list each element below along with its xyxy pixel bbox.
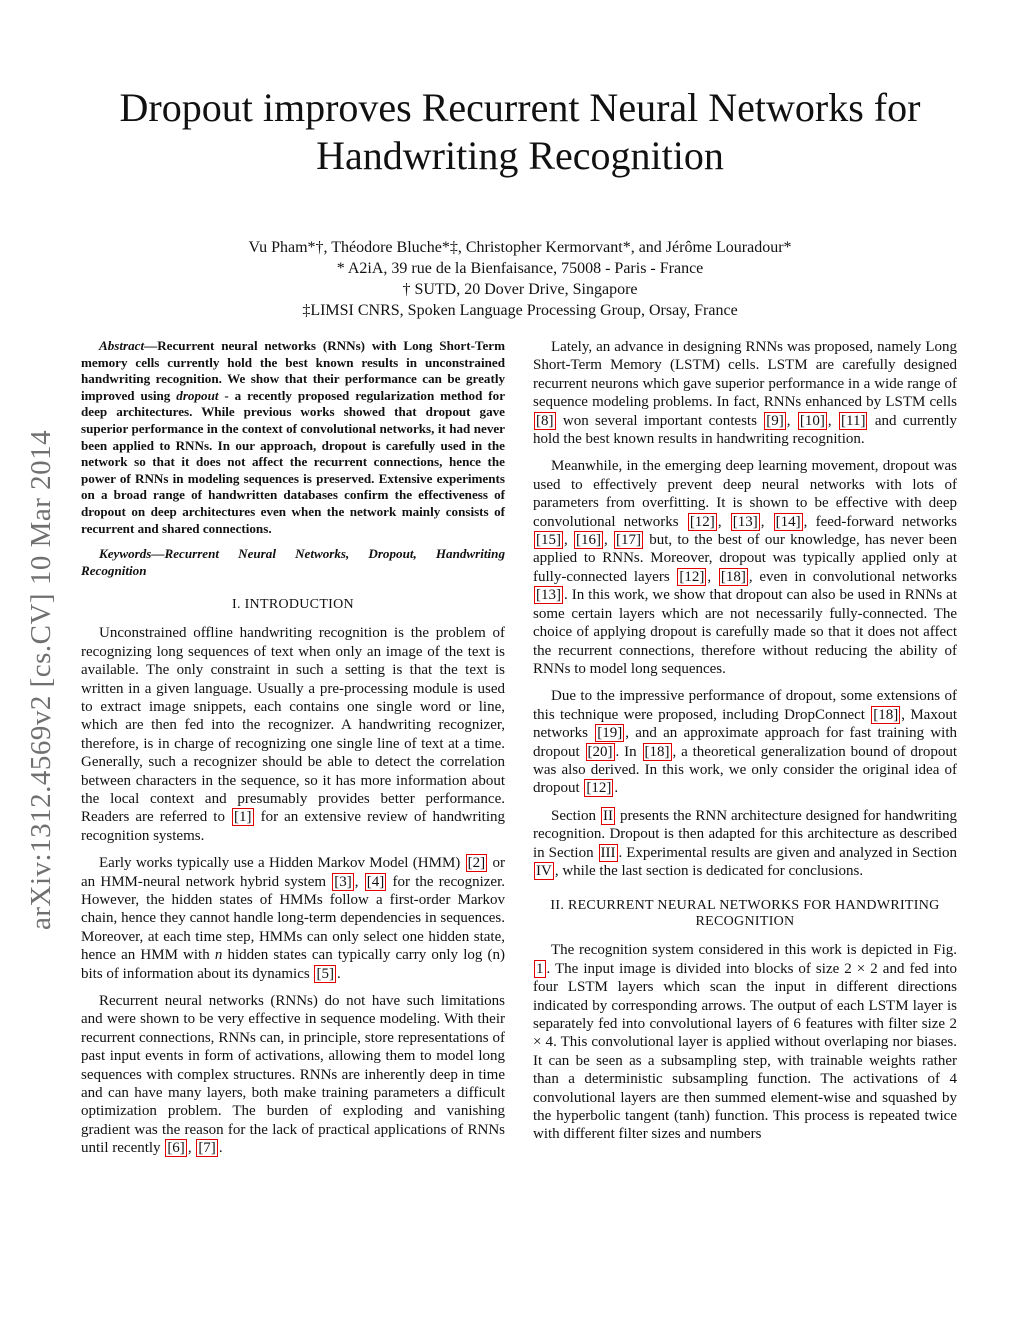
author-block	[60, 237, 980, 321]
citation-link[interactable]: [18]	[644, 743, 670, 760]
emphasis-dropout: dropout	[176, 387, 219, 403]
left-column	[81, 338, 505, 1158]
affiliation-a2ia: * A2iA, 39 rue de la Bienfaisance, 75008 - Paris - France	[336, 260, 704, 277]
author-list: Vu Pham*†, Théodore Bluche*‡, Christopher Kermorvant*, and Jérôme Louradour*	[248, 239, 792, 256]
citation-link[interactable]: [5]	[316, 965, 334, 982]
abstract-label: Abstract—	[99, 338, 158, 353]
citation-link[interactable]: [12]	[679, 568, 705, 585]
section-heading-line-1: II. RECURRENT NEURAL NETWORKS FOR HANDWRITING	[550, 898, 940, 914]
keywords: Keywords—Recurrent Neural Networks, Dropout, Handwriting Recognition	[81, 546, 505, 578]
citation-link[interactable]: [3]	[334, 873, 352, 890]
math-log-n: log (n)	[463, 947, 505, 964]
citation-link[interactable]: [1]	[234, 809, 252, 826]
paragraph-intro-1: Unconstrained offline handwriting recognition is the problem of recognizing long sequences of text when only an image of the text is available. The only constraint in such a setting is that the text is written in a given language. Usually a pre-processing module is used to extract image snippets, each contains one single word or line, which are then fed into the recognizer. A handwriting recognizer, therefore, is in charge of recognizing one single line of text at a time. Generally, such a recognizer should be able to detect the correlation between characters in the sequence, so it has more information about the local context and presumably provides better performance. Readers are referred to [1] for an extensive review of handwriting recognition systems.	[81, 625, 505, 844]
citation-link[interactable]: [8]	[536, 412, 554, 429]
citation-link[interactable]: [13]	[732, 513, 758, 530]
citation-link[interactable]: [13]	[536, 587, 561, 604]
citation-link[interactable]: [12]	[586, 780, 612, 797]
citation-link[interactable]: [19]	[597, 725, 623, 742]
paragraph-rnn-1: The recognition system considered in this work is depicted in Fig. 1 . The input image is divided into blocks of size 2 × 2 and fed into four LSTM layers which scan the input in different directions indicated by corresponding arrows. The output of each LSTM layer is separately fed into convolutional layers of 6 features with filter size 2 × 4. This convolutional layer is applied without overlaping nor biases. It can be seen as a subsampling step, with trainable weights rather than a deterministic subsampling function. The activations of 4 convolutional layers are then summed element-wise and squashed by the hyperbolic tangent (tanh) function. This process is repeated twice with different filter sizes and numbers	[533, 942, 957, 1143]
title-line-2: Handwriting Recognition	[316, 133, 724, 178]
citation-link[interactable]: [6]	[167, 1140, 185, 1157]
math-n: n	[214, 947, 223, 964]
section-heading-line-2: RECOGNITION	[695, 914, 795, 930]
paragraph-intro-7: Section II presents the RNN architecture designed for handwriting recognition. Dropout is then adapted for this architecture as described in Section III . Experimental results are given and analyzed in Section IV , while the last section is dedicated for conclusions.	[533, 807, 957, 879]
paragraph-intro-5: Meanwhile, in the emerging deep learning movement, dropout was used to effectively prevent deep neural networks with lots of parameters from overfitting. It is shown to be effective with deep convolutional networks [12] , [13] , [14] , feed-forward networks [15] , [16] , [17] but, to the best of our knowledge, has never been applied to RNNs. Moreover, dropout was typically applied only at fully-connected layers [12] , [18] , even in convolutional networks [13] . In this work, we show that dropout can also be used in RNNs at some certain layers which are not necessarily fully-connected. The choice of applying dropout is carefully made so that it does not affect the recurrent connections, therefore without reducing the ability of RNNs to model long sequences.	[533, 458, 958, 677]
math-filter-size: 2 × 4	[533, 1016, 957, 1051]
affiliation-sutd: † SUTD, 20 Dover Drive, Singapore	[402, 281, 638, 298]
citation-link[interactable]: [2]	[467, 855, 486, 872]
paragraph-intro-4: Lately, an advance in designing RNNs was proposed, namely Long Short-Term Memory (LSTM) cells. LSTM are carefully designed recurrent neurons which gave superior performance in a wide range of sequence modeling problems. In fact, RNNs enhanced by LSTM cells [8] won several important contests [9] , [10] , [11] and currently hold the best known results in handwriting recognition.	[533, 339, 957, 448]
citation-link[interactable]: [4]	[366, 873, 385, 890]
citation-link[interactable]: [20]	[587, 743, 613, 760]
paragraph-intro-6: Due to the impressive performance of dropout, some extensions of this technique were proposed, including DropConnect [18] , Maxout networks [19] , and an approximate approach for fast training with dropout [20] . In [18] , a theoretical generalization bound of dropout was also derived. In this work, we only consider the original idea of dropout [12] .	[533, 688, 957, 797]
section-link[interactable]: III	[600, 844, 616, 861]
citation-link[interactable]: [7]	[198, 1140, 216, 1157]
citation-link[interactable]: [16]	[575, 532, 601, 549]
arxiv-identifier: arXiv:1312.4569v2 [cs.CV] 10 Mar 2014	[25, 429, 57, 930]
math-block-size: 2 × 2	[844, 960, 878, 977]
paragraph-intro-2: Early works typically use a Hidden Markov Model (HMM) [2] or an HMM-neural network hybrid system [3] , [4] for the recognizer. However, the hidden states of HMMs follow a first-order Markov chain, hence they cannot handle long-term dependencies in sequences. Moreover, at each time step, HMMs can only select one hidden state, hence an HMM with n hidden states can typically carry only log (n) bits of information about its dynamics [5] .	[81, 855, 506, 982]
section-link[interactable]: IV	[536, 862, 552, 879]
paper-title	[60, 84, 980, 180]
citation-link[interactable]: [11]	[841, 412, 866, 429]
citation-link[interactable]: [9]	[766, 412, 784, 429]
citation-link[interactable]: [18]	[720, 568, 746, 585]
abstract: Abstract—Recurrent neural networks (RNNs) with Long Short-Term memory cells currently hold the best known results in unconstrained handwriting recognition. We show that their performance can be greatly improved using dropout - a recently proposed regularization method for deep architectures. While previous works showed that dropout gave superior performance in the context of convolutional networks, it had never been applied to RNNs. In our approach, dropout is carefully used in the network so that it does not affect the recurrent connections, hence the power of RNNs in modeling sequences is preserved. Extensive experiments on a broad range of handwritten databases confirm the effectiveness of dropout on deep architectures even when the network mainly consists of recurrent and shared connections.	[81, 338, 506, 536]
section-link[interactable]: II	[602, 807, 613, 824]
section-heading-rnn	[533, 898, 957, 930]
paragraph-intro-3: Recurrent neural networks (RNNs) do not have such limitations and were shown to be very effective in sequence modeling. With their recurrent connections, RNNs can, in principle, store representations of past input events in form of activations, allowing them to model long sequences with complex structures. RNNs are inherently deep in time and can have many layers, both make training parameters a difficult optimization problem. The burden of exploding and vanishing gradient was the reason for the lack of practical applications of RNNs until recently [6] , [7] .	[81, 993, 505, 1157]
citation-link[interactable]: [15]	[536, 532, 561, 549]
citation-link[interactable]: [12]	[689, 513, 715, 530]
citation-link[interactable]: [10]	[799, 412, 825, 429]
citation-link[interactable]: [17]	[615, 532, 641, 549]
citation-link[interactable]: [18]	[873, 706, 899, 723]
right-column	[533, 338, 957, 1144]
title-line-1: Dropout improves Recurrent Neural Networks for	[119, 85, 921, 130]
figure-link[interactable]: 1	[536, 960, 544, 977]
affiliation-limsi: ‡LIMSI CNRS, Spoken Language Processing Group, Orsay, France	[302, 302, 738, 319]
section-heading-introduction: I. INTRODUCTION	[232, 597, 354, 613]
citation-link[interactable]: [14]	[775, 513, 801, 530]
